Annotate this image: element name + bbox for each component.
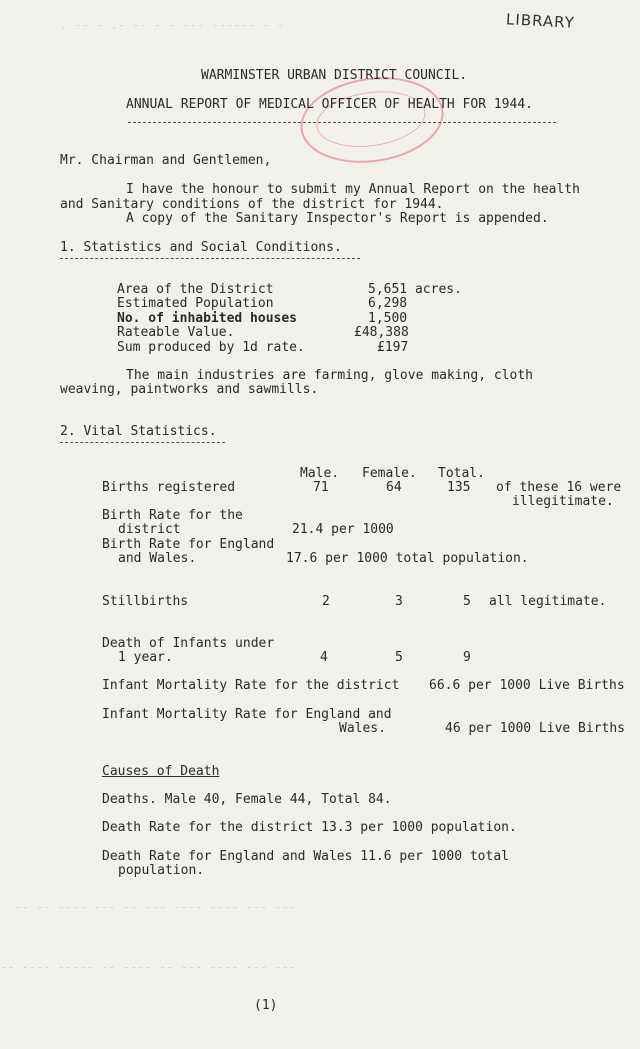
row-note: all legitimate.: [489, 594, 607, 609]
section-heading: 2. Vital Statistics.: [60, 424, 217, 439]
row-label: Birth Rate for the: [102, 508, 243, 523]
stat-label: No. of inhabited houses: [117, 311, 298, 326]
salutation: Mr. Chairman and Gentlemen,: [60, 153, 272, 168]
cell-value: 5: [463, 594, 471, 609]
cell-value: 9: [463, 650, 471, 665]
intro-line: I have the honour to submit my Annual Report on the health: [126, 182, 580, 197]
intro-line: A copy of the Sanitary Inspector's Report is appended.: [126, 211, 549, 226]
row-label: 1 year.: [118, 650, 173, 665]
industries-text: weaving, paintworks and sawmills.: [60, 382, 319, 397]
cell-value: 3: [395, 594, 403, 609]
stat-value: 6,298: [368, 296, 408, 311]
stat-label: Area of the District: [117, 282, 274, 297]
row-label: Birth Rate for England: [102, 537, 275, 552]
cell-value: 66.6 per 1000 Live Births: [429, 678, 625, 693]
row-note: of these 16 were: [496, 480, 622, 495]
stat-value: £197: [377, 340, 409, 355]
library-mark: LIBRARY: [505, 10, 576, 32]
section-rule: [60, 442, 225, 443]
industries-text: The main industries are farming, glove making, cloth: [126, 368, 533, 383]
row-note: illegitimate.: [512, 494, 614, 509]
intro-line: and Sanitary conditions of the district for 1944.: [60, 197, 444, 212]
death-rate-england: population.: [118, 863, 205, 878]
deaths-line: Deaths. Male 40, Female 44, Total 84.: [102, 792, 392, 807]
bleed-through: . ‑‑ ‑ .‑ ‑‑ ‑ ‑ ‑‑‑ ‑‑‑‑‑‑ ‑ ‑: [60, 18, 284, 32]
stat-value: 1,500: [368, 311, 408, 326]
cell-value: 5: [395, 650, 403, 665]
column-header-male: Male.: [300, 466, 340, 481]
row-label: district: [118, 522, 181, 537]
page-number: (1): [254, 998, 278, 1013]
stat-label: Rateable Value.: [117, 325, 235, 340]
council-title: WARMINSTER URBAN DISTRICT COUNCIL.: [201, 68, 468, 83]
stat-value: £48,388: [354, 325, 409, 340]
cell-value: 135: [447, 480, 471, 495]
death-rate-england: Death Rate for England and Wales 11.6 per 1000 total: [102, 849, 509, 864]
row-label: Stillbirths: [102, 594, 189, 609]
cell-value: 46 per 1000 Live Births: [445, 721, 626, 736]
column-header-female: Female.: [362, 466, 417, 481]
bleed-through: ‑‑ ‑‑‑‑ ‑‑‑‑‑ ‑‑ ‑‑‑‑ ‑‑ ‑‑‑ ‑‑‑‑ ‑‑‑ ‑‑‑: [0, 960, 297, 974]
header-rule: [128, 122, 556, 123]
death-rate-district: Death Rate for the district 13.3 per 1000 population.: [102, 820, 517, 835]
report-title: ANNUAL REPORT OF MEDICAL OFFICER OF HEALTH FOR 1944.: [126, 97, 533, 112]
library-stamp: [295, 68, 449, 171]
stat-label: Sum produced by 1d rate.: [117, 340, 305, 355]
causes-heading: Causes of Death: [102, 764, 220, 779]
row-label: and Wales.: [118, 551, 197, 566]
bleed-through: ‑‑ ‑‑ ‑‑‑‑ ‑‑‑ ‑‑ ‑‑‑ ‑‑‑‑ ‑‑‑‑ ‑‑‑ ‑‑‑: [0, 900, 297, 914]
stat-value: 5,651 acres.: [368, 282, 462, 297]
row-label: Births registered: [102, 480, 236, 495]
row-label: Death of Infants under: [102, 636, 275, 651]
row-label: Wales.: [339, 721, 386, 736]
column-header-total: Total.: [438, 466, 485, 481]
row-label: Infant Mortality Rate for the district: [102, 678, 400, 693]
row-label: Infant Mortality Rate for England and: [102, 707, 392, 722]
section-rule: [60, 258, 360, 259]
cell-value: 4: [320, 650, 328, 665]
cell-value: 17.6 per 1000 total population.: [286, 551, 529, 566]
stat-label: Estimated Population: [117, 296, 274, 311]
section-heading: 1. Statistics and Social Conditions.: [60, 240, 342, 255]
cell-value: 71: [313, 480, 329, 495]
cell-value: 21.4 per 1000: [292, 522, 394, 537]
cell-value: 2: [322, 594, 330, 609]
cell-value: 64: [386, 480, 402, 495]
